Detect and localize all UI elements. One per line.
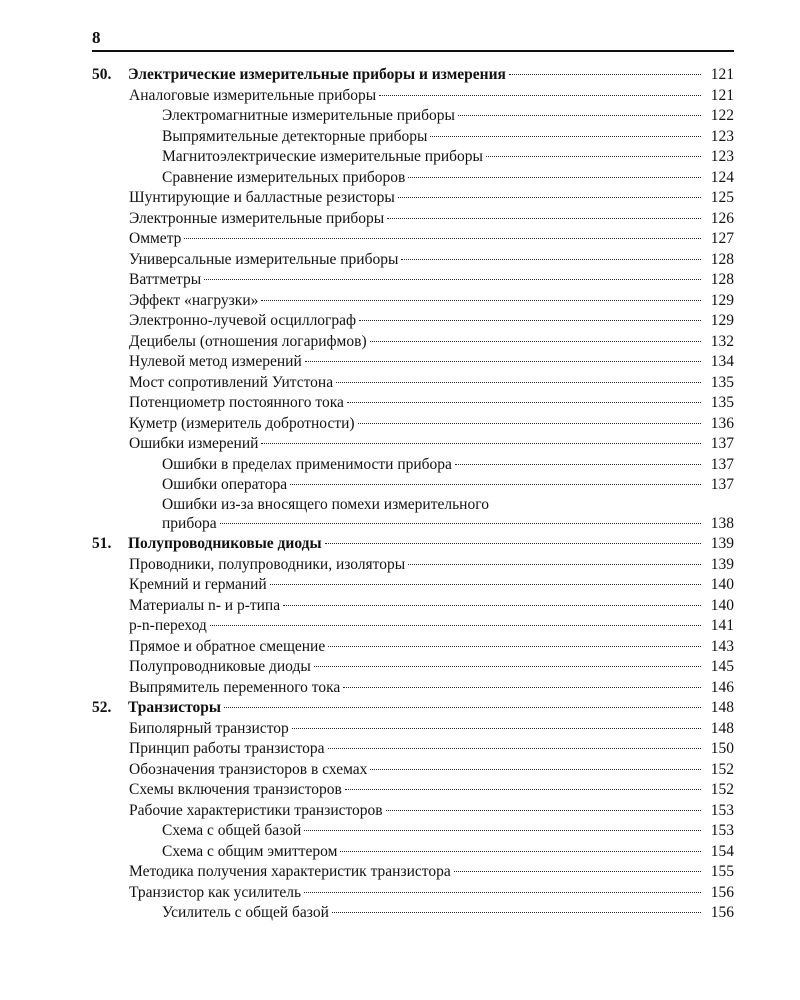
toc-entry-page: 135 xyxy=(710,394,734,411)
toc-entry-title: Транзистор как усилитель xyxy=(129,883,302,901)
toc-entry xyxy=(92,657,734,678)
toc-entry xyxy=(92,862,734,883)
dot-leader xyxy=(283,605,701,606)
toc-section-entry xyxy=(92,534,734,555)
toc-entry-page: 121 xyxy=(710,66,734,83)
dot-leader xyxy=(345,789,701,790)
dot-leader xyxy=(332,912,701,913)
toc-entry-title: Электромагнитные измерительные приборы xyxy=(162,107,455,124)
toc-entry-page: 137 xyxy=(710,435,734,452)
dot-leader xyxy=(261,443,701,444)
toc-entry-title: Схемы включения транзисторов xyxy=(129,781,342,798)
toc-entry xyxy=(92,270,734,291)
toc-entry-title: Прямое и обратное смещение xyxy=(129,637,326,655)
toc-entry-title: Проводники, полупроводники, изоляторы xyxy=(129,555,406,573)
toc-entry-title: Децибелы (отношения логарифмов) xyxy=(129,332,367,350)
dot-leader xyxy=(290,484,701,485)
dot-leader xyxy=(343,687,701,688)
toc-entry xyxy=(92,147,734,168)
toc-entry-title: Схема с общим эмиттером xyxy=(162,842,338,860)
toc-entry-page: 129 xyxy=(710,312,734,329)
toc-entry-page: 135 xyxy=(710,373,734,391)
dot-leader xyxy=(220,523,701,524)
toc-entry-page: 138 xyxy=(710,514,734,532)
page-number: 8 xyxy=(92,28,101,47)
dot-leader xyxy=(379,95,701,96)
dot-leader xyxy=(347,402,701,403)
dot-leader xyxy=(430,136,701,137)
toc-entry-title: Полупроводниковые диоды xyxy=(129,658,311,675)
toc-entry-title: Ошибки измерений xyxy=(129,435,259,452)
toc-entry-page: 121 xyxy=(710,86,734,104)
toc-entry-title: Схема с общей базой xyxy=(162,822,302,839)
toc-entry xyxy=(92,434,734,455)
dot-leader xyxy=(224,707,701,708)
toc-entry xyxy=(92,842,734,863)
toc-entry xyxy=(92,596,734,617)
toc-entry-page: 139 xyxy=(710,535,734,552)
toc-entry xyxy=(92,801,734,822)
dot-leader xyxy=(370,341,701,342)
toc-entry-page: 122 xyxy=(710,107,734,124)
dot-leader xyxy=(454,871,701,872)
toc-entry xyxy=(92,475,734,496)
toc-entry-page: 140 xyxy=(710,576,734,593)
toc-entry-title: Принцип работы транзистора xyxy=(129,740,325,757)
toc-entry-title: Электрические измерительные приборы и измерения xyxy=(128,66,506,83)
toc-entry-title: Магнитоэлектрические измерительные приборы xyxy=(162,148,483,165)
toc-entry-page: 123 xyxy=(710,127,734,145)
toc-entry-title: прибора xyxy=(162,514,217,532)
toc-entry-title: Аналоговые измерительные приборы xyxy=(129,86,377,104)
toc-entry xyxy=(92,496,734,514)
toc-entry-title: Эффект «нагрузки» xyxy=(129,291,259,309)
toc-entry-page: 140 xyxy=(710,596,734,614)
toc-entry xyxy=(92,637,734,658)
dot-leader xyxy=(398,197,701,198)
toc-entry xyxy=(92,168,734,189)
toc-entry-title: Кремний и германий xyxy=(129,576,267,593)
toc-entry-page: 134 xyxy=(710,353,734,370)
toc-entry-title: Электронные измерительные приборы xyxy=(129,209,385,227)
toc-entry-page: 150 xyxy=(710,740,734,757)
dot-leader xyxy=(184,238,701,239)
toc-entry xyxy=(92,616,734,637)
toc-entry xyxy=(92,719,734,740)
toc-entry-title: Выпрямитель переменного тока xyxy=(129,678,341,696)
toc-entry-page: 137 xyxy=(710,455,734,473)
toc-entry-title: Ошибки из-за вносящего помехи измерительного xyxy=(162,495,489,513)
dot-leader xyxy=(261,300,701,301)
toc-entry xyxy=(92,332,734,353)
toc-entry-title: Потенциометр постоянного тока xyxy=(129,394,344,411)
toc-entry-page: 153 xyxy=(710,822,734,839)
toc-entry-page: 126 xyxy=(710,209,734,227)
toc-entry-page: 124 xyxy=(710,168,734,186)
dot-leader xyxy=(328,748,701,749)
toc-entry xyxy=(92,821,734,842)
toc-section-entry xyxy=(92,698,734,719)
toc-entry-page: 141 xyxy=(710,617,734,634)
toc-entry-title: Выпрямительные детекторные приборы xyxy=(162,127,428,145)
toc-entry-page: 137 xyxy=(710,476,734,493)
toc-entry xyxy=(92,575,734,596)
dot-leader xyxy=(486,156,701,157)
dot-leader xyxy=(305,361,701,362)
toc-entry xyxy=(92,250,734,271)
toc-entry-title: Шунтирующие и балластные резисторы xyxy=(129,189,395,206)
toc-entry-title: Материалы n- и p-типа xyxy=(129,596,281,614)
toc-entry xyxy=(92,352,734,373)
toc-entry-page: 152 xyxy=(710,760,734,778)
toc-entry-page: 148 xyxy=(710,719,734,737)
dot-leader xyxy=(210,625,701,626)
toc-entry-title: Универсальные измерительные приборы xyxy=(129,250,399,268)
dot-leader xyxy=(387,218,701,219)
toc-entry xyxy=(92,291,734,312)
toc-entry-page: 125 xyxy=(710,189,734,206)
toc-entry-page: 127 xyxy=(710,230,734,247)
toc-entry-title: Полупроводниковые диоды xyxy=(128,535,322,552)
toc-entry-title: Ваттметры xyxy=(129,271,202,288)
toc-entry-title: p-n-переход xyxy=(129,617,207,634)
dot-leader xyxy=(304,830,701,831)
toc-entry-page: 139 xyxy=(710,555,734,573)
toc-entry xyxy=(92,229,734,250)
header-rule xyxy=(92,50,734,52)
toc-entry-page: 132 xyxy=(710,332,734,350)
toc-entry xyxy=(92,678,734,699)
dot-leader xyxy=(455,464,701,465)
toc-entry-page: 146 xyxy=(710,678,734,696)
toc-section-number: 51. xyxy=(92,535,112,552)
dot-leader xyxy=(336,382,701,383)
toc-entry xyxy=(92,393,734,414)
toc-entry xyxy=(92,414,734,435)
toc-entry-page: 129 xyxy=(710,291,734,309)
toc-entry-page: 145 xyxy=(710,658,734,675)
toc-entry xyxy=(92,760,734,781)
toc-entry-page: 143 xyxy=(710,637,734,655)
toc-entry-page: 123 xyxy=(710,148,734,165)
toc-entry xyxy=(92,86,734,107)
toc-section-number: 52. xyxy=(92,699,112,716)
toc-entry-title: Мост сопротивлений Уитстона xyxy=(129,373,334,391)
toc-entry xyxy=(92,311,734,332)
toc-entry-title: Нулевой метод измерений xyxy=(129,353,302,370)
toc-entry-title: Биполярный транзистор xyxy=(129,719,289,737)
toc-entry xyxy=(92,106,734,127)
dot-leader xyxy=(204,279,701,280)
toc-entry-page: 152 xyxy=(710,781,734,798)
toc-entry-page: 154 xyxy=(710,842,734,860)
toc-entry xyxy=(92,555,734,576)
toc-entry-title: Методика получения характеристик транзистора xyxy=(129,863,451,880)
dot-leader xyxy=(304,892,701,893)
dot-leader xyxy=(509,74,701,75)
toc-section-number: 50. xyxy=(92,66,112,83)
toc-entry-title: Куметр (измеритель добротности) xyxy=(129,414,355,432)
toc-entry-page: 128 xyxy=(710,271,734,288)
toc-entry-page: 156 xyxy=(710,904,734,921)
toc-entry-title: Омметр xyxy=(129,230,182,247)
toc-entry-title: Электронно-лучевой осциллограф xyxy=(129,312,357,329)
toc-entry xyxy=(92,127,734,148)
toc-entry-page: 148 xyxy=(710,699,734,716)
dot-leader xyxy=(358,423,701,424)
toc-entry-page: 156 xyxy=(710,883,734,901)
dot-leader xyxy=(386,810,701,811)
toc-entry xyxy=(92,188,734,209)
toc-entry xyxy=(92,209,734,230)
toc-entry-title: Ошибки оператора xyxy=(162,476,288,493)
toc-entry xyxy=(92,514,734,535)
dot-leader xyxy=(370,769,701,770)
toc-entry xyxy=(92,903,734,924)
dot-leader xyxy=(340,851,701,852)
toc-entry xyxy=(92,780,734,801)
toc-section-entry xyxy=(92,65,734,86)
toc-entry-page: 153 xyxy=(710,801,734,819)
toc-entry-title: Рабочие характеристики транзисторов xyxy=(129,801,383,819)
dot-leader xyxy=(408,177,701,178)
toc-entry-title: Транзисторы xyxy=(128,699,221,716)
toc-entry-title: Ошибки в пределах применимости прибора xyxy=(162,455,452,473)
dot-leader xyxy=(458,115,701,116)
dot-leader xyxy=(292,728,701,729)
toc-entry-page: 155 xyxy=(710,863,734,880)
toc-entry-page: 128 xyxy=(710,250,734,268)
toc-entry xyxy=(92,883,734,904)
dot-leader xyxy=(270,584,701,585)
table-of-contents xyxy=(92,65,734,924)
toc-entry-title: Усилитель с общей базой xyxy=(162,904,329,921)
toc-entry xyxy=(92,373,734,394)
dot-leader xyxy=(325,543,701,544)
dot-leader xyxy=(408,564,701,565)
dot-leader xyxy=(328,646,701,647)
dot-leader xyxy=(401,259,701,260)
toc-entry-title: Обозначения транзисторов в схемах xyxy=(129,760,368,778)
toc-entry-title: Сравнение измерительных приборов xyxy=(162,168,406,186)
toc-entry-page: 136 xyxy=(710,414,734,432)
dot-leader xyxy=(314,666,701,667)
toc-entry xyxy=(92,455,734,476)
toc-entry xyxy=(92,739,734,760)
dot-leader xyxy=(359,320,701,321)
